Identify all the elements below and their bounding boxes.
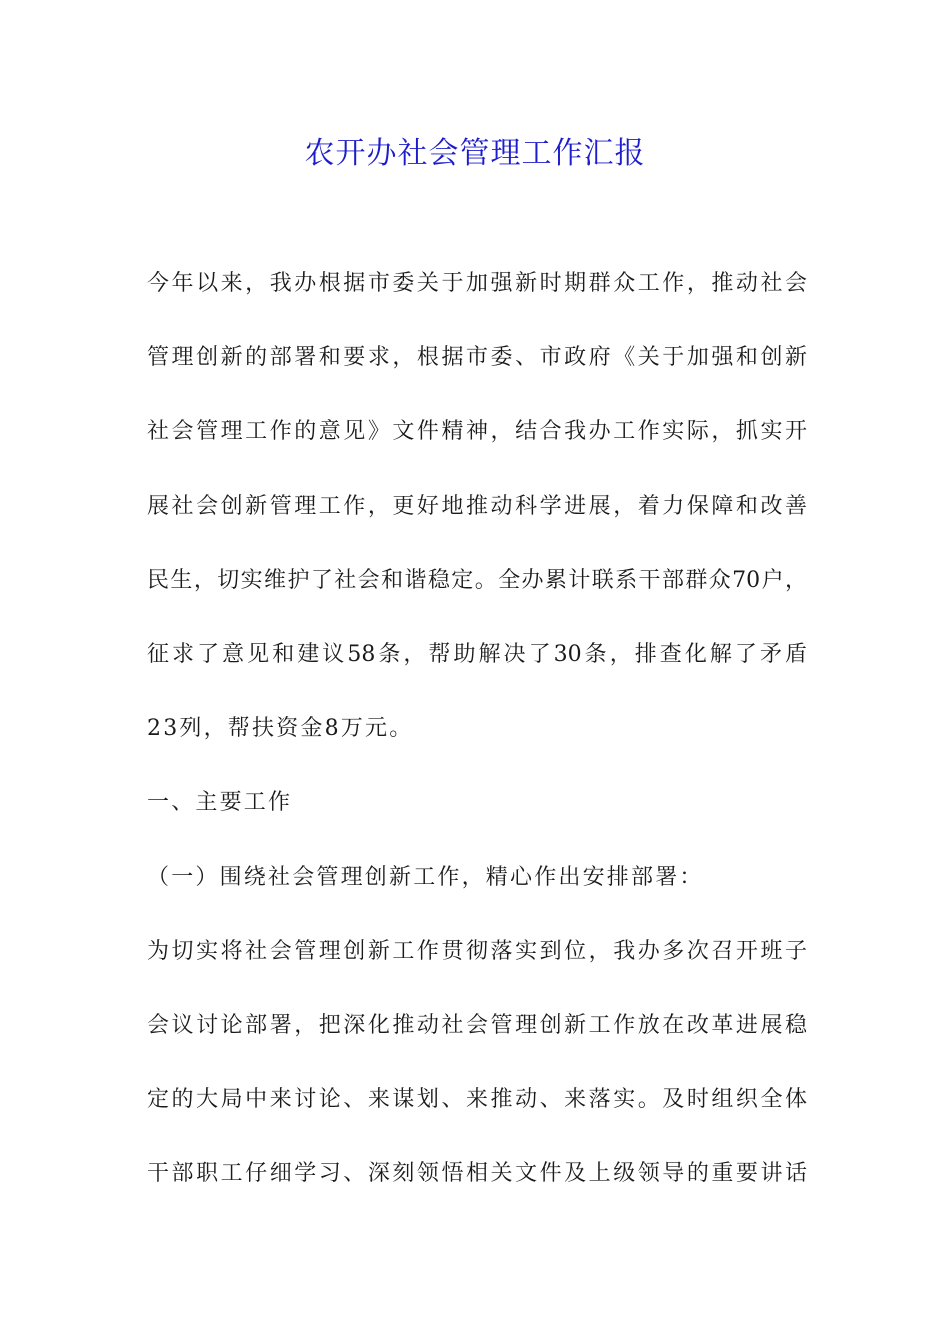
body-line: 民生，切实维护了社会和谐稳定。全办累计联系干部群众70户， (147, 567, 807, 593)
body-line: 23列，帮扶资金8万元。 (147, 716, 414, 742)
body-line: 干部职工仔细学习、深刻领悟相关文件及上级领导的重要讲话 (147, 1161, 807, 1187)
document-body (147, 262, 807, 1226)
body-line: 展社会创新管理工作，更好地推动科学进展，着力保障和改善 (147, 493, 807, 519)
body-line: 定的大局中来讨论、来谋划、来推动、来落实。及时组织全体 (147, 1087, 807, 1113)
body-line: 为切实将社会管理创新工作贯彻落实到位，我办多次召开班子 (147, 938, 807, 964)
section-heading: 一、主要工作 (147, 790, 293, 816)
document-title: 农开办社会管理工作汇报 (304, 136, 646, 171)
body-line: 今年以来，我办根据市委关于加强新时期群众工作，推动社会 (147, 271, 807, 296)
body-line: 征求了意见和建议58条，帮助解决了30条，排查化解了矛盾 (147, 641, 807, 667)
body-line: 社会管理工作的意见》文件精神，结合我办工作实际，抓实开 (147, 419, 807, 445)
subsection-heading: （一）围绕社会管理创新工作，精心作出安排部署： (147, 864, 704, 890)
body-line: 管理创新的部署和要求，根据市委、市政府《关于加强和创新 (147, 345, 807, 371)
body-line: 会议讨论部署，把深化推动社会管理创新工作放在改革进展稳 (147, 1012, 807, 1038)
